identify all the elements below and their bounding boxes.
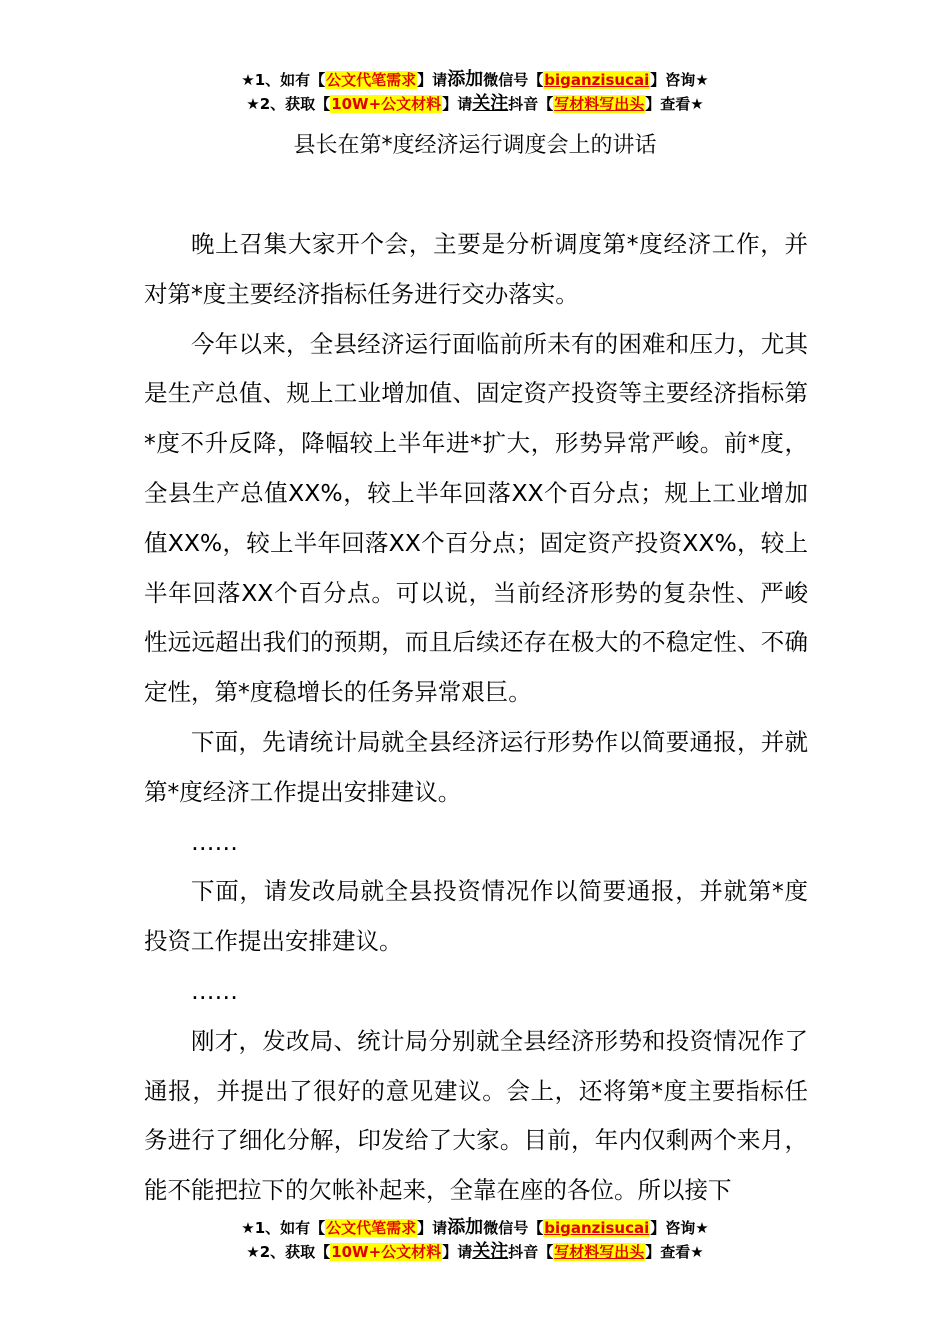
promo-highlight: 10W+公文材料 <box>331 95 442 113</box>
promo-highlight: 公文代笔需求 <box>326 71 417 89</box>
promo-line-2 <box>0 1240 950 1264</box>
promo-text: 】请 <box>417 71 448 89</box>
promo-text: 抖音【 <box>508 1243 554 1261</box>
promo-douyin-id: 写材料写出头 <box>554 1243 645 1261</box>
promo-text: 微信号【 <box>483 1219 544 1237</box>
promo-text: 】请 <box>442 95 473 113</box>
document-body <box>144 220 808 1216</box>
promo-line-2 <box>0 92 950 116</box>
promo-line-1 <box>0 1216 950 1240</box>
promo-wechat-id: biganzisucai <box>544 71 650 89</box>
promo-text: 】查看★ <box>645 95 704 113</box>
promo-text: ★1、如有【 <box>241 1219 326 1237</box>
promo-text: 】请 <box>417 1219 448 1237</box>
promo-highlight: 公文代笔需求 <box>326 1219 417 1237</box>
document-title: 县长在第*度经济运行调度会上的讲话 <box>293 133 657 158</box>
promo-emphasis: 关注 <box>472 93 509 114</box>
promo-text: 抖音【 <box>508 95 554 113</box>
promo-emphasis: 添加 <box>447 1217 484 1238</box>
promo-emphasis: 关注 <box>472 1241 509 1262</box>
promo-banner-top <box>0 68 950 116</box>
paragraph: 刚才，发改局、统计局分别就全县经济形势和投资情况作了通报，并提出了很好的意见建议。会上，还将第*度主要指标任务进行了细化分解，印发给了大家。目前，年内仅剩两个来月，能不能把拉下的欠帐补起来，全靠在座的各位。所以接下 <box>144 1026 808 1205</box>
ellipsis-paragraph: …… <box>191 976 238 1005</box>
promo-emphasis: 添加 <box>447 69 484 90</box>
paragraph: 下面，请发改局就全县投资情况作以简要通报，并就第*度投资工作提出安排建议。 <box>144 877 808 956</box>
ellipsis-paragraph: …… <box>191 827 238 856</box>
promo-text: ★1、如有【 <box>241 71 326 89</box>
promo-banner-bottom <box>0 1216 950 1264</box>
promo-text: 】咨询★ <box>650 1219 709 1237</box>
promo-line-1 <box>0 68 950 92</box>
promo-wechat-id: biganzisucai <box>544 1219 650 1237</box>
promo-text: 】查看★ <box>645 1243 704 1261</box>
promo-highlight: 10W+公文材料 <box>331 1243 442 1261</box>
promo-text: ★2、获取【 <box>246 1243 331 1261</box>
promo-text: ★2、获取【 <box>246 95 331 113</box>
promo-text: 】请 <box>442 1243 473 1261</box>
paragraph: 晚上召集大家开个会，主要是分析调度第*度经济工作，并对第*度主要经济指标任务进行交办落实。 <box>144 230 808 308</box>
paragraph: 今年以来，全县经济运行面临前所未有的困难和压力，尤其是生产总值、规上工业增加值、固定资产投资等主要经济指标第*度不升反降，降幅较上半年进*扩大，形势异常严峻。前*度，全县生产总值XX%，较上半年回落XX个百分点；规上工业增加值XX%，较上半年回落XX个百分点；固定资产投资XX%，较上半年回落XX个百分点。可以说，当前经济形势的复杂性、严峻性远远超出我们的预期，而且后续还存在极大的不稳定性、不确定性，第*度稳增长的任务异常艰巨。 <box>144 329 808 707</box>
promo-text: 】咨询★ <box>650 71 709 89</box>
promo-text: 微信号【 <box>483 71 544 89</box>
paragraph: 下面，先请统计局就全县经济运行形势作以简要通报，并就第*度经济工作提出安排建议。 <box>144 727 808 806</box>
promo-douyin-id: 写材料写出头 <box>554 95 645 113</box>
